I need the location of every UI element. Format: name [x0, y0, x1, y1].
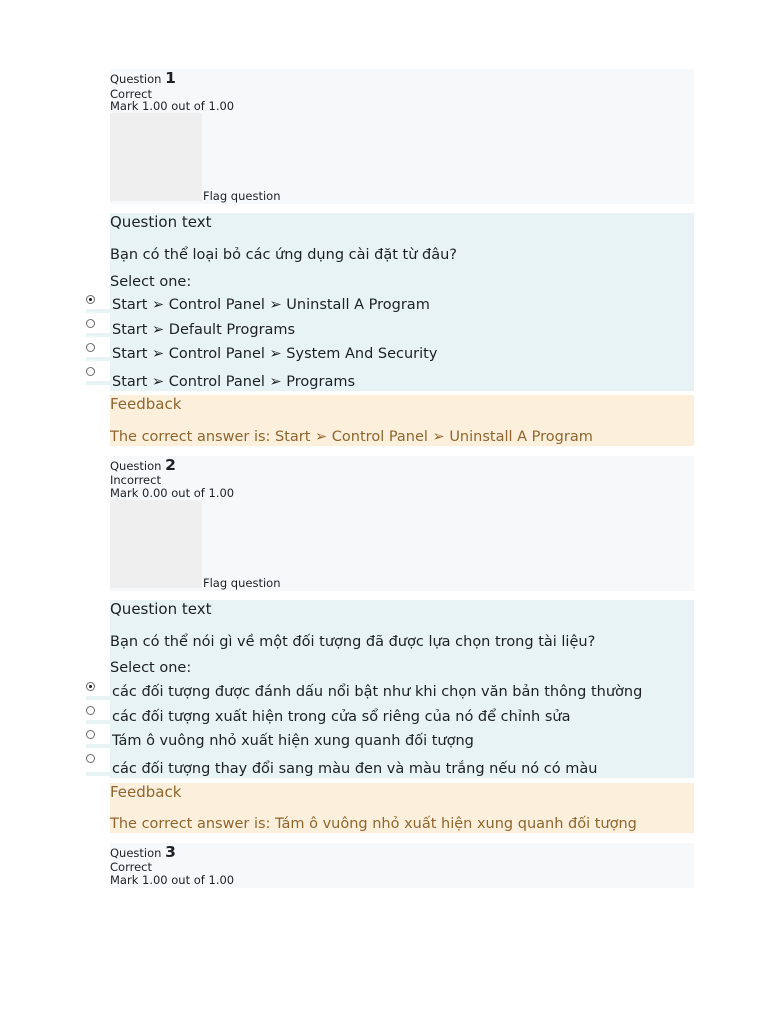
select-one-prompt: Select one: — [110, 660, 192, 676]
answer-row-strip — [86, 744, 110, 748]
feedback-heading: Feedback — [110, 395, 182, 413]
answer-row-strip — [86, 696, 110, 700]
correct-answer-text: The correct answer is: Start ➢ Control Panel ➢ Uninstall A Program — [110, 429, 593, 445]
answer-radio-1a[interactable] — [86, 295, 95, 304]
answer-option-1c[interactable]: Start ➢ Control Panel ➢ System And Security — [112, 346, 438, 362]
question-number — [110, 845, 176, 860]
answer-row-strip — [86, 720, 110, 724]
feedback-heading: Feedback — [110, 783, 182, 801]
flag-question-link[interactable]: Flag question — [203, 576, 281, 590]
answer-row-strip — [86, 381, 110, 385]
question-3-info — [110, 843, 694, 888]
question-label: Question — [110, 459, 162, 473]
question-text-heading: Question text — [110, 600, 212, 618]
question-number — [110, 71, 176, 86]
answer-option-2d[interactable]: các đối tượng thay đổi sang màu đen và màu trắng nếu nó có màu — [112, 761, 598, 777]
flag-icon[interactable] — [110, 113, 202, 201]
flag-icon[interactable] — [110, 500, 202, 588]
question-number — [110, 458, 176, 473]
question-text-heading: Question text — [110, 213, 212, 231]
question-state: Correct — [110, 860, 152, 874]
answer-radio-1b[interactable] — [86, 319, 95, 328]
question-1-info — [110, 69, 694, 204]
answer-radio-1c[interactable] — [86, 343, 95, 352]
question-2-info — [110, 456, 694, 591]
question-number-value: 3 — [165, 843, 176, 861]
correct-answer-text: The correct answer is: Tám ô vuông nhỏ xuất hiện xung quanh đối tượng — [110, 816, 637, 832]
question-grade: Mark 0.00 out of 1.00 — [110, 486, 235, 500]
question-number-value: 1 — [165, 69, 176, 87]
answer-option-2a[interactable]: các đối tượng được đánh dấu nổi bật như khi chọn văn bản thông thường — [112, 684, 643, 700]
answer-option-2c[interactable]: Tám ô vuông nhỏ xuất hiện xung quanh đối tượng — [112, 733, 474, 749]
answer-row-strip — [86, 333, 110, 337]
select-one-prompt: Select one: — [110, 274, 192, 290]
answer-radio-2c[interactable] — [86, 730, 95, 739]
answer-row-strip — [86, 357, 110, 361]
question-state: Correct — [110, 87, 152, 101]
question-1-feedback — [110, 395, 694, 446]
question-number-value: 2 — [165, 456, 176, 474]
question-grade: Mark 1.00 out of 1.00 — [110, 99, 235, 113]
flag-question-link[interactable]: Flag question — [203, 189, 281, 203]
question-text: Bạn có thể nói gì về một đối tượng đã được lựa chọn trong tài liệu? — [110, 634, 596, 650]
answer-option-1a[interactable]: Start ➢ Control Panel ➢ Uninstall A Program — [112, 297, 430, 313]
question-text: Bạn có thể loại bỏ các ứng dụng cài đặt từ đâu? — [110, 247, 457, 263]
question-label: Question — [110, 72, 162, 86]
answer-option-2b[interactable]: các đối tượng xuất hiện trong cửa sổ riêng của nó để chỉnh sửa — [112, 709, 571, 725]
answer-radio-2d[interactable] — [86, 754, 95, 763]
answer-option-1b[interactable]: Start ➢ Default Programs — [112, 322, 296, 338]
answer-radio-2a[interactable] — [86, 682, 95, 691]
question-2-feedback — [110, 783, 694, 833]
answer-radio-1d[interactable] — [86, 367, 95, 376]
answer-radio-2b[interactable] — [86, 706, 95, 715]
question-state: Incorrect — [110, 473, 161, 487]
answer-row-strip — [86, 309, 110, 313]
question-grade: Mark 1.00 out of 1.00 — [110, 873, 235, 887]
question-label: Question — [110, 846, 162, 860]
answer-option-1d[interactable]: Start ➢ Control Panel ➢ Programs — [112, 374, 356, 390]
answer-row-strip — [86, 772, 110, 776]
